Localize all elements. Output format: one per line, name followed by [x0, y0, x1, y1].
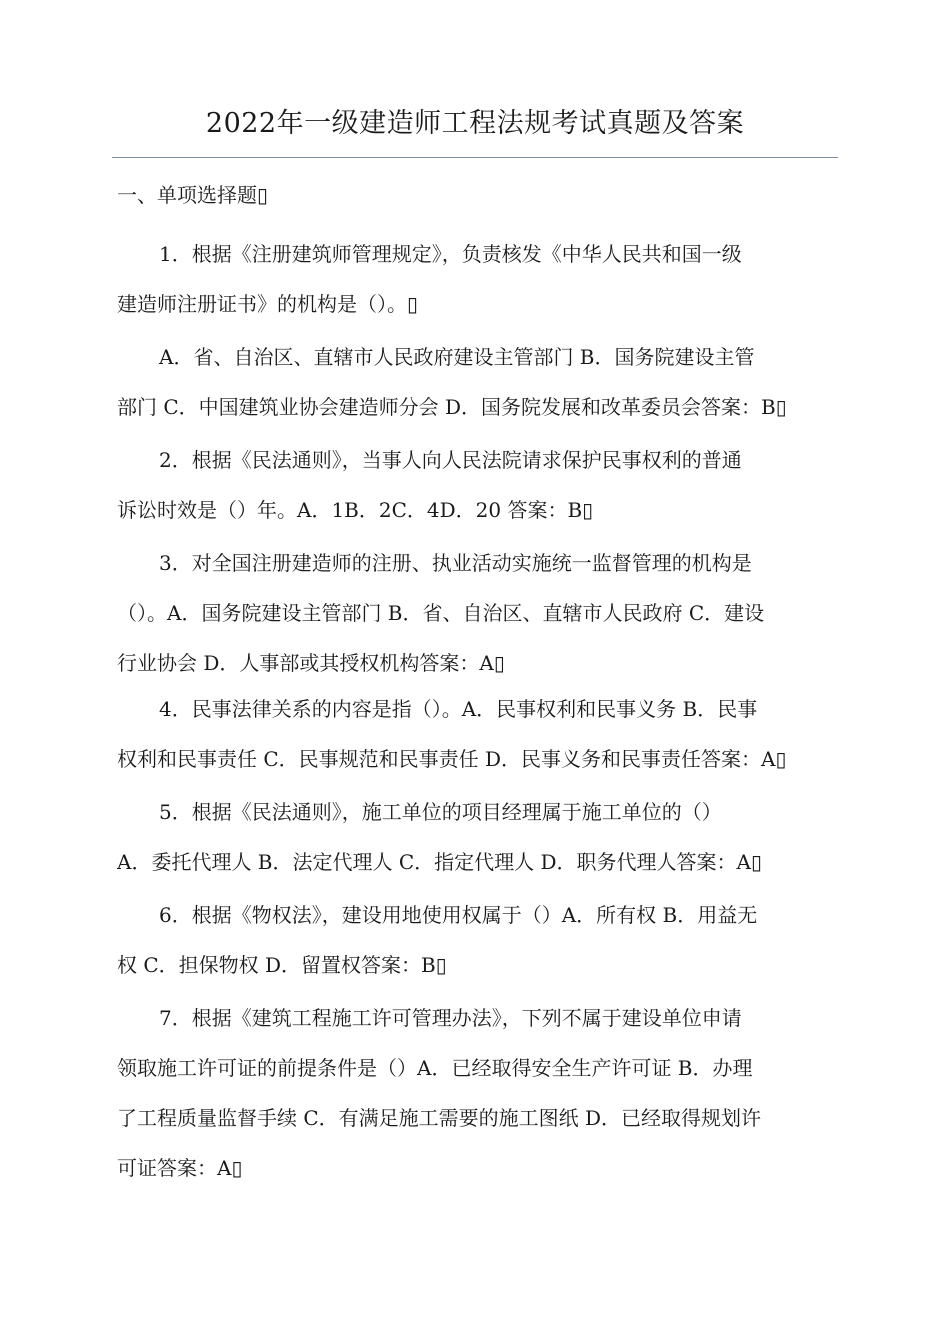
- question-5: [117, 787, 837, 887]
- question-3: [117, 538, 837, 688]
- question-line: 5．根据《民法通则》，施工单位的项目经理属于施工单位的（）: [159, 800, 722, 824]
- question-6: [117, 890, 837, 990]
- question-line: （）。A．国务院建设主管部门 B．省、自治区、直辖市人民政府 C．建设: [117, 601, 765, 625]
- question-2: [117, 435, 837, 535]
- question-line: 建造师注册证书》的机构是（）。▯: [117, 292, 419, 316]
- question-line: 3．对全国注册建造师的注册、执业活动实施统一监督管理的机构是: [159, 551, 752, 575]
- title-divider: [112, 157, 838, 158]
- question-line: 行业协会 D．人事部或其授权机构答案：A▯: [117, 651, 505, 675]
- question-line: 诉讼时效是（）年。A．1B．2C．4D．20 答案：B▯: [117, 498, 594, 522]
- question-line: 1．根据《注册建筑师管理规定》，负责核发《中华人民共和国一级: [159, 242, 742, 266]
- question-1-options: [117, 332, 837, 432]
- question-line: 可证答案：A▯: [117, 1156, 243, 1180]
- question-line: 6．根据《物权法》，建设用地使用权属于（）A．所有权 B．用益无: [159, 903, 758, 927]
- section-heading: 一、单项选择题▯: [117, 183, 269, 207]
- question-4: [117, 684, 837, 784]
- question-line: 7．根据《建筑工程施工许可管理办法》，下列不属于建设单位申请: [159, 1006, 742, 1030]
- document-title: 2022年一级建造师工程法规考试真题及答案: [205, 108, 745, 139]
- question-line: 权 C．担保物权 D．留置权答案：B▯: [117, 953, 447, 977]
- question-line: 权利和民事责任 C．民事规范和民事责任 D．民事义务和民事责任答案：A▯: [117, 747, 787, 771]
- question-line: 领取施工许可证的前提条件是（）A．已经取得安全生产许可证 B．办理: [117, 1056, 753, 1080]
- question-1: [117, 229, 837, 329]
- question-line: A．省、自治区、直辖市人民政府建设主管部门 B．国务院建设主管: [159, 345, 755, 369]
- question-line: 2．根据《民法通则》，当事人向人民法院请求保护民事权利的普通: [159, 448, 742, 472]
- question-7: [117, 993, 837, 1193]
- question-line: 部门 C．中国建筑业协会建造师分会 D．国务院发展和改革委员会答案：B▯: [117, 395, 787, 419]
- question-line: 了工程质量监督手续 C．有满足施工需要的施工图纸 D．已经取得规划许: [117, 1106, 762, 1130]
- question-line: A．委托代理人 B．法定代理人 C．指定代理人 D．职务代理人答案：A▯: [117, 850, 762, 874]
- question-line: 4．民事法律关系的内容是指（）。A．民事权利和民事义务 B．民事: [159, 697, 758, 721]
